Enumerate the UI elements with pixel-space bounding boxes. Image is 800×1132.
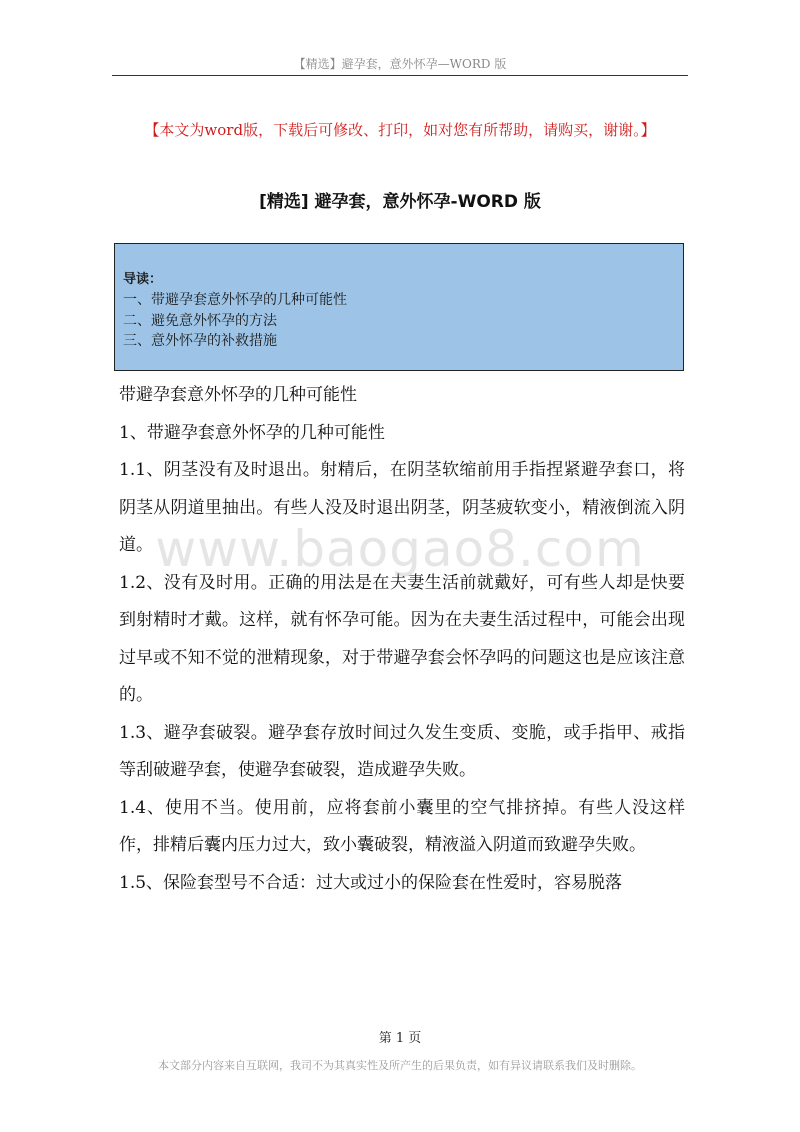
paragraph-1-3: 1.3、避孕套破裂。避孕套存放时间过久发生变质、变脆，或手指甲、戒指等刮破避孕套，使避孕套破裂，造成避孕失败。 [119,722,685,780]
subsection-heading: 1、带避孕套意外怀孕的几种可能性 [119,422,385,443]
paragraph-1-4: 1.4、使用不当。使用前，应将套前小囊里的空气排挤掉。有些人没这样作，排精后囊内压力过大，致小囊破裂，精液溢入阴道而致避孕失败。 [119,797,685,855]
download-notice: 【本文为word版，下载后可修改、打印，如对您有所帮助，请购买，谢谢。】 [144,121,656,139]
reading-guide-box [114,243,684,371]
body-text [119,377,685,902]
paragraph-1-2: 1.2、没有及时用。正确的用法是在夫妻生活前就戴好，可有些人却是快要到射精时才戴。这样，就有怀孕可能。因为在夫妻生活过程中，可能会出现过早或不知不觉的泄精现象，对于带避孕套会怀孕吗的问题这也是应该注意的。 [119,572,685,705]
paragraph-1-1: 1.1、阴茎没有及时退出。射精后，在阴茎软缩前用手指捏紧避孕套口，将阴茎从阴道里抽出。有些人没及时退出阴茎，阴茎疲软变小，精液倒流入阴道。 [119,460,685,555]
toc-item-1[interactable]: 一、带避孕套意外怀孕的几种可能性 [123,292,347,308]
header-divider [112,75,688,76]
toc-item-2[interactable]: 二、避免意外怀孕的方法 [123,312,277,329]
paragraph-1-5: 1.5、保险套型号不合适：过大或过小的保险套在性爱时，容易脱落 [119,872,623,893]
page-number: 第 1 页 [378,1031,422,1046]
footer-disclaimer: 本文部分内容来自互联网，我司不为其真实性及所产生的后果负责，如有异议请联系我们及时删除。 [158,1059,642,1072]
document-title: [精选] 避孕套，意外怀孕-WORD 版 [259,192,541,212]
running-header: 【精选】避孕套，意外怀孕—WORD 版 [293,57,507,71]
reading-guide-label: 导读： [123,272,163,287]
section-heading: 带避孕套意外怀孕的几种可能性 [119,385,357,405]
toc-item-3[interactable]: 三、意外怀孕的补救措施 [123,333,277,349]
watermark: www.baogao8.com [155,520,645,578]
